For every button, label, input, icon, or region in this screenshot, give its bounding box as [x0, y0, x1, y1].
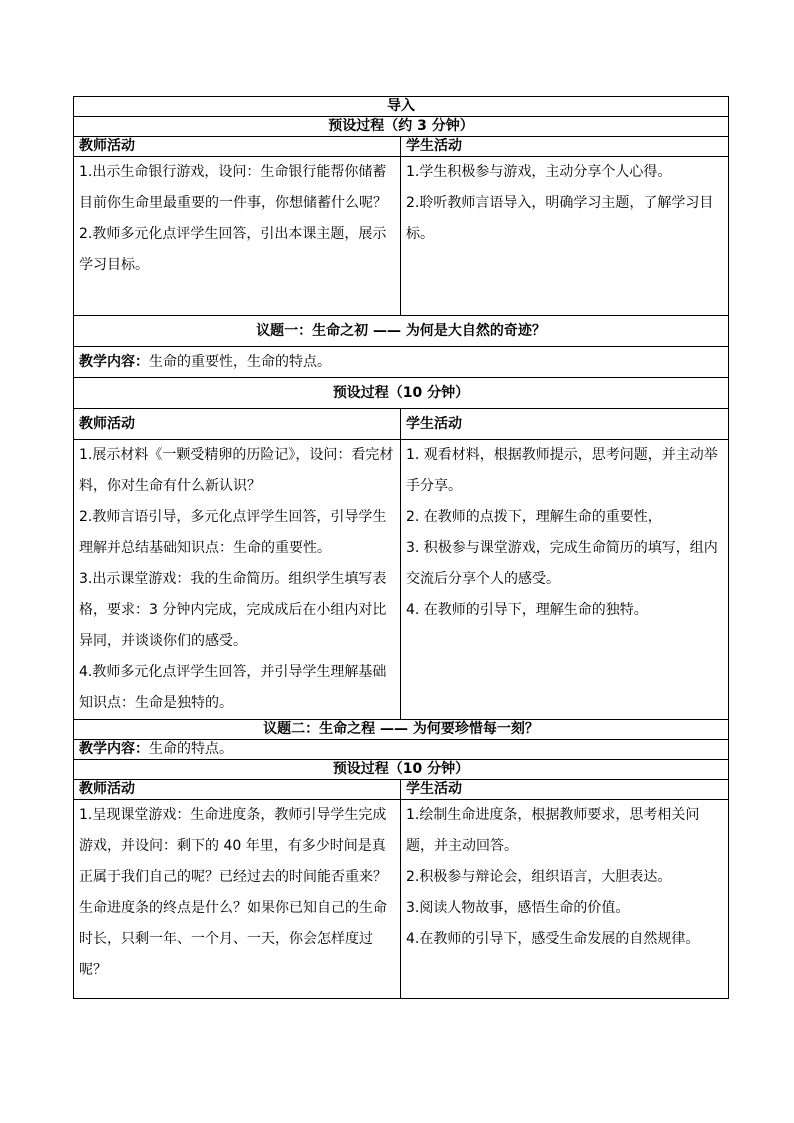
student-activity-cell	[401, 157, 729, 316]
student-item: 2. 在教师的点拨下，理解生命的重要性，	[406, 509, 662, 525]
teacher-item: 1.呈现课堂游戏：生命进度条，教师引导学生完成游戏，并设问：剩下的 40 年里，有多少时间是真正属于我们自己的呢？已经过去的时间能否重来？生命进度条的终点是什么？如果你已知自己的生命时长，只剩一年、一个月、一天，你会怎样度过呢？	[79, 807, 387, 978]
teacher-activity-cell	[74, 157, 401, 316]
student-item: 3.阅读人物故事，感悟生命的价值。	[406, 900, 630, 916]
student-item: 1.学生积极参与游戏，主动分享个人心得。	[406, 164, 672, 180]
teacher-item: 2.教师多元化点评学生回答，引出本课主题，展示学习目标。	[79, 226, 387, 273]
student-item: 2.聆听教师言语导入，明确学习主题，了解学习目标。	[406, 195, 714, 242]
teaching-content-label: 教学内容：	[79, 741, 149, 757]
student-item: 1. 观看材料，根据教师提示，思考问题，并主动举手分享。	[406, 447, 718, 494]
student-item: 3. 积极参与课堂游戏，完成生命简历的填写，组内交流后分享个人的感受。	[406, 540, 718, 587]
student-item: 2.积极参与辩论会，组织语言，大胆表达。	[406, 869, 672, 885]
section-title-topic2: 议题二：生命之程 —— 为何要珍惜每一刻？	[74, 720, 729, 740]
teaching-content-topic1	[74, 347, 729, 378]
teacher-item: 2.教师言语引导，多元化点评学生回答，引导学生理解并总结基础知识点：生命的重要性。	[79, 509, 387, 556]
student-item: 4.在教师的引导下，感受生命发展的自然规律。	[406, 931, 700, 947]
student-item: 4. 在教师的引导下，理解生命的独特。	[406, 602, 648, 618]
teacher-activity-cell	[74, 440, 401, 720]
section-title-topic1: 议题一：生命之初 —— 为何是大自然的奇迹？	[74, 316, 729, 347]
teaching-content-label: 教学内容：	[79, 354, 149, 370]
teacher-item: 1.展示材料《一颗受精卵的历险记》，设问：看完材料，你对生命有什么新认识？	[79, 447, 394, 494]
process-header-topic1: 预设过程（10 分钟）	[74, 378, 729, 409]
teacher-item: 3.出示课堂游戏：我的生命简历。组织学生填写表格，要求：3 分钟内完成，完成成后在小组内对比异同，并谈谈你们的感受。	[79, 571, 387, 649]
student-activity-header: 学生活动	[401, 780, 729, 800]
teacher-activity-header: 教师活动	[74, 409, 401, 440]
student-activity-cell	[401, 440, 729, 720]
student-item: 1.绘制生命进度条，根据教师要求，思考相关问题，并主动回答。	[406, 807, 700, 854]
teacher-item: 4.教师多元化点评学生回答，并引导学生理解基础知识点：生命是独特的。	[79, 664, 387, 711]
student-activity-header: 学生活动	[401, 409, 729, 440]
section-title-intro: 导入	[74, 97, 729, 117]
teacher-item: 1.出示生命银行游戏，设问：生命银行能帮你储蓄目前你生命里最重要的一件事，你想储蓄什么呢？	[79, 164, 387, 211]
teacher-activity-cell	[74, 800, 401, 999]
student-activity-header: 学生活动	[401, 137, 729, 157]
lesson-plan-table	[73, 96, 729, 999]
process-header-intro: 预设过程（约 3 分钟）	[74, 117, 729, 137]
teaching-content-text: 生命的特点。	[149, 741, 233, 757]
teaching-content-topic2	[74, 740, 729, 760]
process-header-topic2: 预设过程（10 分钟）	[74, 760, 729, 780]
teacher-activity-header: 教师活动	[74, 780, 401, 800]
student-activity-cell	[401, 800, 729, 999]
teacher-activity-header: 教师活动	[74, 137, 401, 157]
teaching-content-text: 生命的重要性，生命的特点。	[149, 354, 331, 370]
